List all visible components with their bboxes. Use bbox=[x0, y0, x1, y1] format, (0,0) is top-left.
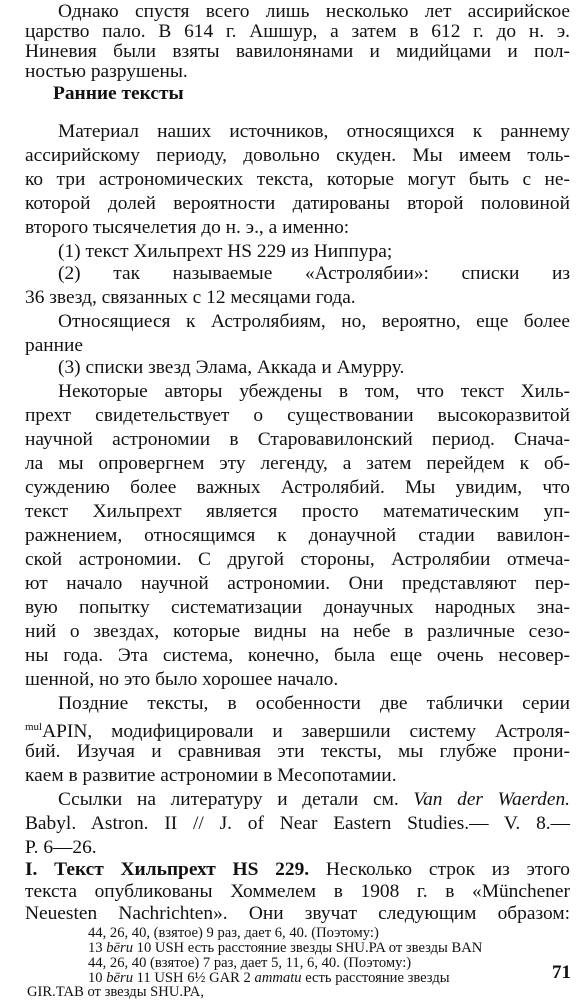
p4-line-1: Поздние тексты, в особенности две таблички серии bbox=[58, 693, 570, 714]
p3-line-9: ют начало научной астрономии. Они представляют пер- bbox=[25, 573, 570, 594]
page-number: 71 bbox=[552, 962, 571, 983]
p6-line-1 bbox=[25, 858, 570, 881]
intro-line-4: ностью разрушены. bbox=[25, 61, 188, 82]
text-section-label: I. Текст Хильпрехт HS 229. bbox=[25, 859, 310, 880]
quote-line-1: 44, 26, 40, (взятое) 9 раз, дает 6, 40. (Поэтому:) bbox=[88, 925, 379, 941]
p5-line-1 bbox=[58, 788, 570, 811]
quote-line-4-a: 10 bbox=[88, 970, 107, 986]
p5-line-3: P. 6—26. bbox=[25, 837, 97, 858]
intro-line-1: Однако спустя всего лишь несколько лет ассирийское bbox=[58, 1, 570, 22]
p3-line-4: ла мы опровергнем эту легенду, а затем перейдем к об- bbox=[25, 453, 570, 474]
p6-line-1-text: Несколько строк из этого bbox=[309, 859, 570, 880]
ammatu-term: ammatu bbox=[254, 970, 302, 986]
p3-line-12: ны года. Эта система, конечно, была еще очень несовер- bbox=[25, 645, 570, 666]
beru-term-2: bēru bbox=[106, 970, 134, 986]
list-item-1: (1) текст Хильпрехт HS 229 из Ниппура; bbox=[58, 241, 393, 262]
p5-line-1-text: Ссылки на литературу и детали см. bbox=[58, 789, 414, 810]
p3-line-3: научной астрономии в Старовавилонский период. Снача- bbox=[25, 429, 570, 450]
list-item-2-line-2: 36 звезд, связанных с 12 месяцами года. bbox=[25, 287, 356, 308]
p4-line-3: бий. Изучая и сравнивая эти тексты, мы глубже прони- bbox=[25, 741, 570, 762]
quote-line-2-a: 13 bbox=[88, 940, 107, 956]
p6-line-3: Neuesten Nachrichten». Они звучат следующим образом: bbox=[25, 903, 570, 924]
p3-line-2: прехт свидетельствует о существовании высокоразвитой bbox=[25, 405, 570, 426]
p6-line-2: текста опубликованы Хоммелем в 1908 г. в «Münchener bbox=[25, 881, 570, 902]
p3-line-13: шенной, но это было хорошее начало. bbox=[25, 669, 339, 690]
p3-line-5: суждению более важных Астролябий. Мы увидим, что bbox=[25, 477, 570, 498]
quote-line-4-c: есть расстояние звезды bbox=[301, 970, 450, 986]
p4-line-2 bbox=[25, 716, 570, 743]
intro-line-3: Ниневия были взяты вавилонянами и мидийцами и пол- bbox=[25, 41, 570, 62]
beru-term-1: bēru bbox=[106, 940, 134, 956]
quote-line-4-b: 11 USH 6½ GAR 2 bbox=[133, 970, 255, 986]
p3-line-11: ний о звездах, которые видны на небе в различные сезо- bbox=[25, 621, 570, 642]
quote-line-3: 44, 26, 40 (взятое) 7 раз, дает 5, 11, 6, 40. (Поэтому:) bbox=[88, 955, 412, 971]
p1-line-5: второго тысячелетия до н. э., а именно: bbox=[25, 217, 350, 238]
list-item-3: (3) списки звезд Элама, Аккада и Амурру. bbox=[58, 357, 405, 378]
p1-line-4: которой долей вероятности датированы второй половиной bbox=[25, 193, 570, 214]
author-reference: Van der Waerden. bbox=[413, 789, 570, 810]
p3-line-8: ской астрономии. С другой стороны, Астролябии отмеча- bbox=[25, 549, 570, 570]
p1-line-3: ко три астрономических текста, которые могут быть с не- bbox=[25, 169, 570, 190]
p3-line-6: текст Хильпрехт является просто математическим уп- bbox=[25, 501, 570, 522]
quote-line-5: GIR.TAB от звезды SHU.PA, bbox=[27, 984, 204, 1000]
p3-line-1: Некоторые авторы убеждены в том, что текст Хиль- bbox=[58, 381, 570, 402]
p1-line-1: Материал наших источников, относящихся к раннему bbox=[58, 121, 570, 142]
p3-line-7: ражнением, относящимся к донаучной стадии вавилон- bbox=[25, 525, 570, 546]
quote-line-2-b: 10 USH есть расстояние звезды SHU.PA от звезды BAN bbox=[133, 940, 483, 956]
p2-line-2: ранние bbox=[25, 335, 84, 356]
p2-line-1: Относящиеся к Астролябиям, но, вероятно, еще более bbox=[58, 311, 570, 332]
p3-line-10: вую попытку систематизации донаучных народных зна- bbox=[25, 597, 570, 618]
p4-line-2-text: APIN, модифицировали и завершили систему Астроля- bbox=[42, 721, 570, 742]
p1-line-2: ассирийскому периоду, довольно скуден. Мы имеем толь- bbox=[25, 145, 570, 166]
intro-line-2: царство пало. В 614 г. Ашшур, а затем в 612 г. до н. э. bbox=[25, 21, 570, 42]
list-item-2-line-1: (2) так называемые «Астролябии»: списки из bbox=[58, 263, 570, 284]
p5-line-2: Babyl. Astron. II // J. of Near Eastern Studies.— V. 8.— bbox=[25, 813, 570, 834]
p4-line-4: каем в развитие астрономии в Месопотамии. bbox=[25, 765, 397, 786]
section-heading: Ранние тексты bbox=[53, 83, 184, 104]
mul-superscript: mul bbox=[25, 721, 43, 733]
